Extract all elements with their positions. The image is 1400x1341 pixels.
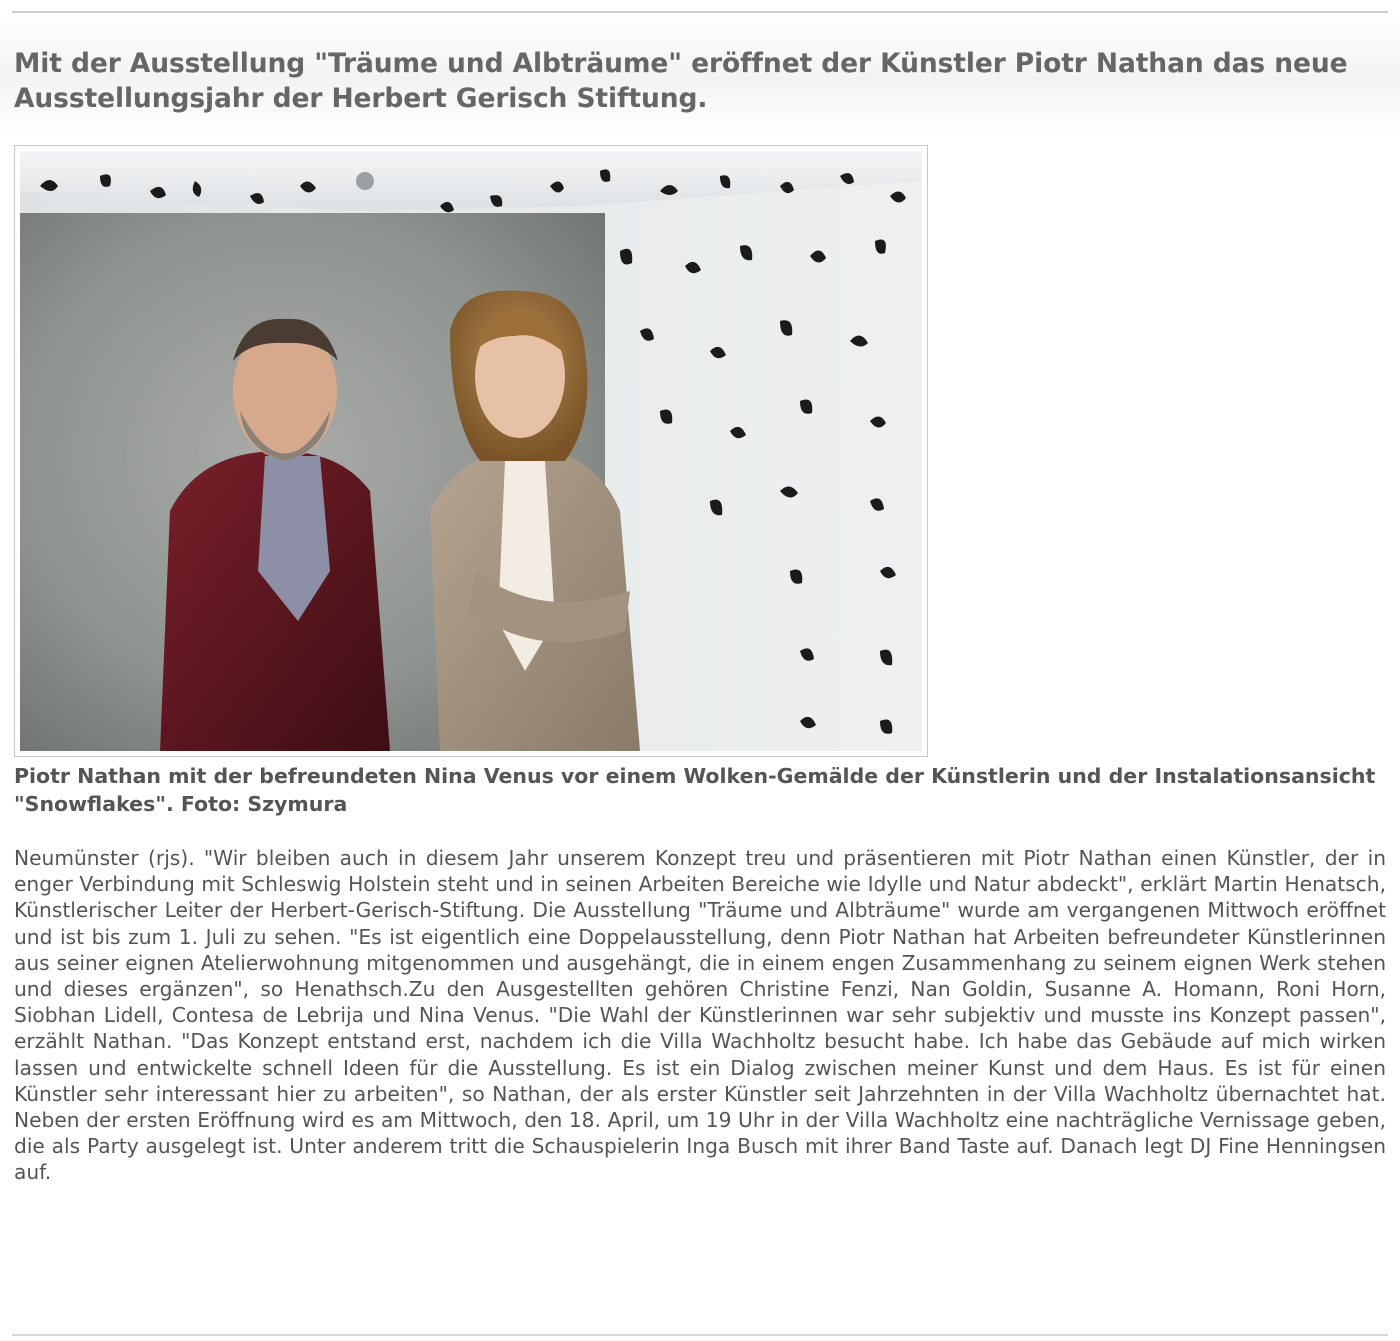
top-divider	[12, 11, 1388, 13]
photo-caption: Piotr Nathan mit der befreundeten Nina Venus vor einem Wolken-Gemälde der Künstlerin und der Instalationsansicht "Snowflakes". Foto: Szymura	[14, 764, 1376, 816]
article-headline: Mit der Ausstellung "Träume und Albträume" eröffnet der Künstler Piotr Nathan das neue Ausstellungsjahr der Herbert Gerisch Stiftung.	[14, 48, 1348, 114]
ceiling-camera	[356, 172, 374, 190]
article-photo-frame	[14, 145, 928, 757]
bottom-divider	[12, 1334, 1388, 1336]
article-body: Neumünster (rjs). "Wir bleiben auch in diesem Jahr unserem Konzept treu und präsentieren mit Piotr Nathan einen Künstler, der in enger Verbindung mit Schleswig Holstein steht und in seinen Arbeiten Bereiche wie Idylle und Natur abdeckt", erklärt Martin Henatsch, Künstlerischer Leiter der Herbert-Gerisch-Stiftung. Die Ausstellung "Träume und Albträume" wurde am vergangenen Mittwoch eröffnet und ist bis zum 1. Juli zu sehen. "Es ist eigentlich eine Doppelausstellung, denn Piotr Nathan hat Arbeiten befreundeter Künstlerinnen aus seiner eignen Atelierwohnung mitgenommen und ausgehängt, die in einem engen Zusammenhang zu seinem eignen Werk stehen und dieses ergänzen", so Henathsch.Zu den Ausgestellten gehören Christine Fenzi, Nan Goldin, Susanne A. Homann, Roni Horn, Siobhan Lidell, Contesa de Lebrija und Nina Venus. "Die Wahl der Künstlerinnen war sehr subjektiv und musste ins Konzept passen", erzählt Nathan. "Das Konzept entstand erst, nachdem ich die Villa Wachholtz besucht habe. Ich habe das Gebäude auf mich wirken lassen und entwickelte schnell Ideen für die Ausstellung. Es ist ein Dialog zwischen meiner Kunst und dem Haus. Es ist für einen Künstler sehr interessant hier zu arbeiten", so Nathan, der als erster Künstler seit Jahrzehnten in der Villa Wachholtz übernachtet hat. Neben der ersten Eröffnung wird es am Mittwoch, den 18. April, um 19 Uhr in der Villa Wachholtz eine nachträgliche Vernissage geben, die als Party ausgelegt ist. Unter anderem tritt die Schauspielerin Inga Busch mit ihrer Band Taste auf. Danach legt DJ Fine Henningsen auf.	[14, 846, 1386, 1185]
article-photo	[20, 151, 922, 751]
